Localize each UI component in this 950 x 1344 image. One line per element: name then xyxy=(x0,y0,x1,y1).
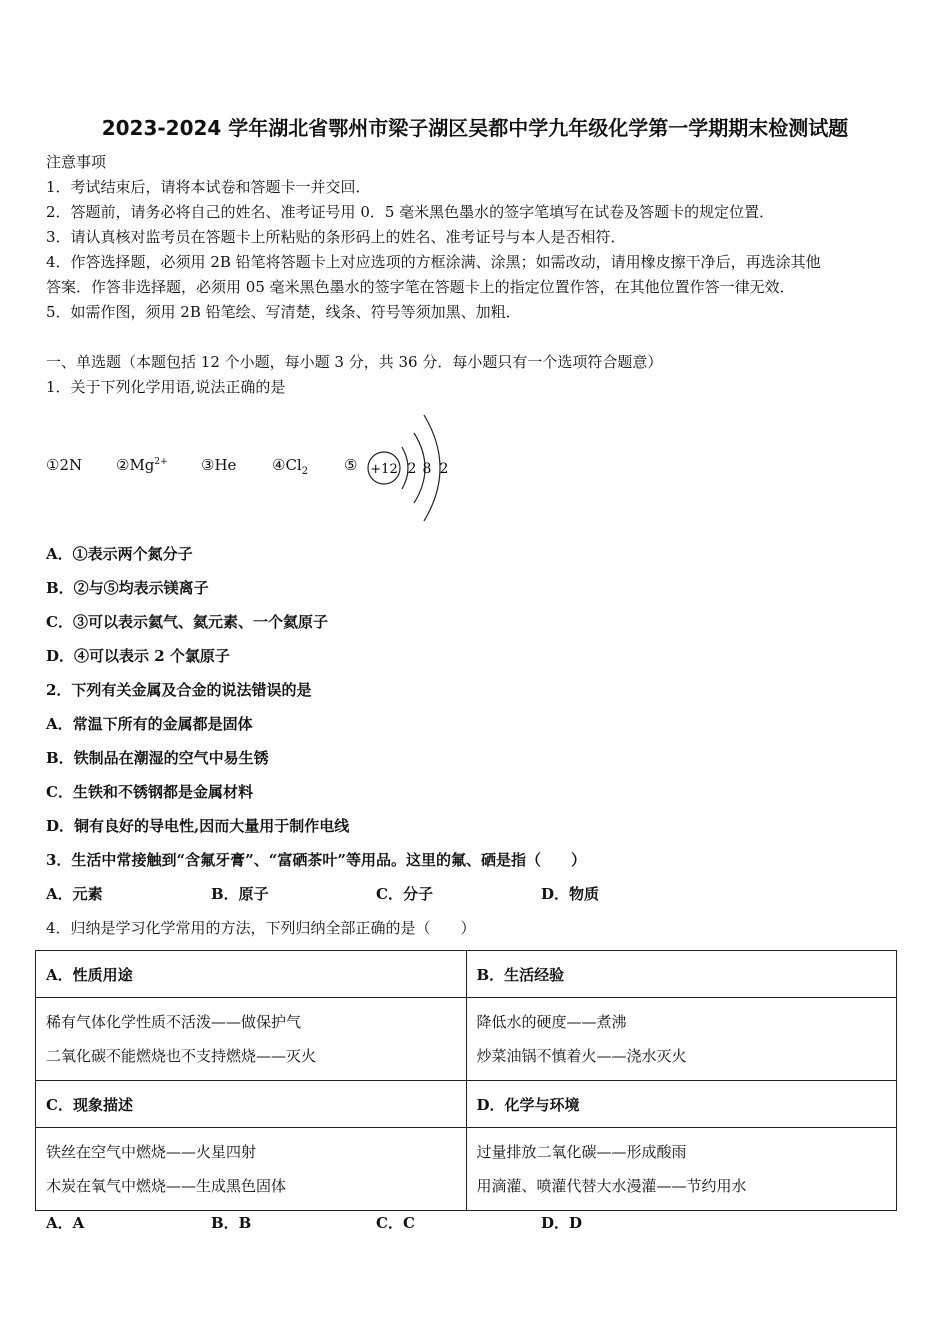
table-row xyxy=(36,951,897,998)
q3-options-row xyxy=(46,884,706,904)
cell-d-head: D．化学与环境 xyxy=(466,1081,897,1128)
q4-option-a: A．A xyxy=(46,1214,85,1232)
note-item: 4．作答选择题，必须用 2B 铅笔将答题卡上对应选项的方框涂满、涂黑；如需改动，请用橡皮擦干净后，再选涂其他 xyxy=(46,253,821,271)
shell-electrons-2: 8 xyxy=(422,461,432,477)
q3-option-d: D．物质 xyxy=(541,885,600,903)
question-1-stem: 1．关于下列化学用语,说法正确的是 xyxy=(46,378,286,396)
q2-option-d: D．铜有良好的导电性,因而大量用于制作电线 xyxy=(46,817,350,835)
section-heading: 一、单选题（本题包括 12 个小题，每小题 3 分，共 36 分．每小题只有一个选项符合题意） xyxy=(46,353,663,371)
note-item: 5．如需作图，须用 2B 铅笔绘、写清楚，线条、符号等须加黑、加粗． xyxy=(46,303,521,321)
cell-line: 铁丝在空气中燃烧——火星四射 xyxy=(46,1143,257,1161)
symbol-Mg-ion: $②Mg^{2+}$ xyxy=(116,456,168,474)
symbol-2N: ①2N xyxy=(46,456,83,474)
q2-option-b: B．铁制品在潮湿的空气中易生锈 xyxy=(46,749,269,767)
cell-line: 炒菜油锅不慎着火——浇水灭火 xyxy=(476,1047,687,1065)
cell-b-body xyxy=(466,998,897,1081)
q1-option-d: D．④可以表示 2 个氯原子 xyxy=(46,647,230,665)
page-title: 2023-2024 学年湖北省鄂州市梁子湖区吴都中学九年级化学第一学期期末检测试题 xyxy=(101,116,849,140)
table-row xyxy=(36,1128,897,1211)
notes-heading: 注意事项 xyxy=(46,153,107,171)
cell-line: 过量排放二氧化碳——形成酸雨 xyxy=(476,1143,687,1161)
q4-option-b: B．B xyxy=(211,1214,252,1232)
symbol-He: ③He xyxy=(201,456,237,474)
q1-option-b: B．②与⑤均表示镁离子 xyxy=(46,579,209,597)
q2-option-c: C．生铁和不锈钢都是金属材料 xyxy=(46,783,253,801)
cell-c-body xyxy=(36,1128,467,1211)
cell-line: 二氧化碳不能燃烧也不支持燃烧——灭火 xyxy=(46,1047,317,1065)
question-3-stem: 3．生活中常接触到“含氟牙膏”、“富硒茶叶”等用品。这里的氟、硒是指（ ） xyxy=(46,851,586,869)
symbol-5-label: ⑤ xyxy=(344,456,358,474)
q3-option-b: B．原子 xyxy=(211,885,269,903)
cell-line: 降低水的硬度——煮沸 xyxy=(476,1013,627,1031)
note-item: 3．请认真核对监考员在答题卡上所粘贴的条形码上的姓名、准考证号与本人是否相符． xyxy=(46,228,626,246)
q4-option-c: C．C xyxy=(376,1214,415,1232)
q2-option-a: A．常温下所有的金属都是固体 xyxy=(46,715,253,733)
q4-options-row xyxy=(46,1212,706,1233)
table-row xyxy=(36,998,897,1081)
note-item: 2．答题前，请务必将自己的姓名、准考证号用 0．5 毫米黑色墨水的签字笔填写在试卷及答题卡的规定位置． xyxy=(46,203,775,221)
cell-a-head: A．性质用途 xyxy=(36,951,467,998)
atom-structure-diagram xyxy=(340,405,460,525)
cell-line: 木炭在氧气中燃烧——生成黑色固体 xyxy=(46,1177,287,1195)
shell-electrons-3: 2 xyxy=(439,461,449,477)
cell-line: 稀有气体化学性质不活泼——做保护气 xyxy=(46,1013,302,1031)
symbol-Cl2: $④Cl_2$ xyxy=(272,456,309,477)
q3-option-c: C．分子 xyxy=(376,885,433,903)
table-row xyxy=(36,1081,897,1128)
cell-d-body xyxy=(466,1128,897,1211)
nucleus-charge: +12 xyxy=(370,462,398,477)
cell-line: 用滴灌、喷灌代替大水漫灌——节约用水 xyxy=(476,1177,747,1195)
question-2-stem: 2．下列有关金属及合金的说法错误的是 xyxy=(46,681,312,699)
q4-option-d: D．D xyxy=(541,1214,583,1232)
note-item: 1．考试结束后，请将本试卷和答题卡一并交回． xyxy=(46,178,371,196)
cell-b-head: B．生活经验 xyxy=(466,951,897,998)
q1-option-c: C．③可以表示氦气、氦元素、一个氦原子 xyxy=(46,613,328,631)
q4-table xyxy=(35,950,897,1211)
note-item: 答案．作答非选择题，必须用 05 毫米黑色墨水的签字笔在答题卡上的指定位置作答，在其他位置作答一律无效． xyxy=(46,278,795,296)
q3-option-a: A．元素 xyxy=(46,885,103,903)
shell-electrons-1: 2 xyxy=(407,461,417,477)
cell-a-body xyxy=(36,998,467,1081)
cell-c-head: C．现象描述 xyxy=(36,1081,467,1128)
q1-option-a: A．①表示两个氮分子 xyxy=(46,545,193,563)
question-4-stem: 4．归纳是学习化学常用的方法，下列归纳全部正确的是（ ） xyxy=(46,919,476,937)
